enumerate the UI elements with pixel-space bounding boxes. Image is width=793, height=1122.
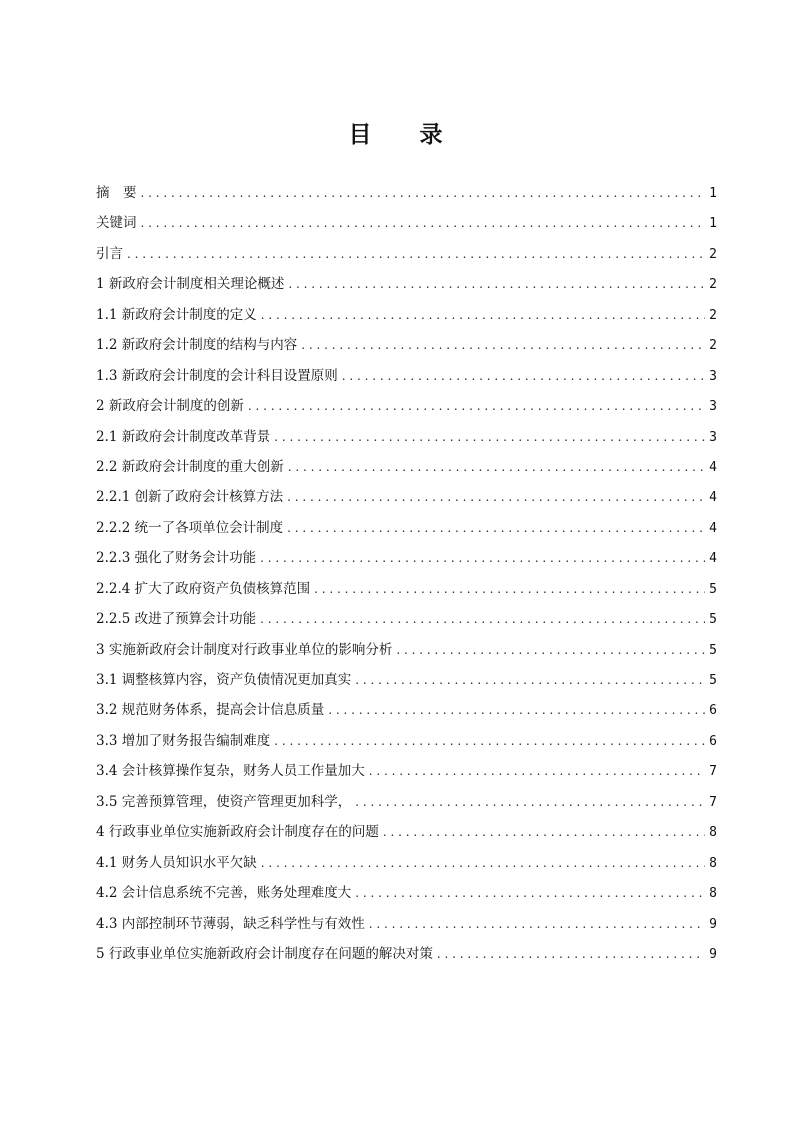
toc-leader-dots bbox=[342, 362, 705, 390]
toc-page-number: 4 bbox=[709, 551, 717, 567]
toc-entry-label: 1.3 新政府会计制度的会计科目设置原则 bbox=[96, 367, 338, 384]
title-char-2: 录 bbox=[419, 121, 445, 148]
toc-leader-dots bbox=[127, 240, 705, 268]
toc-leader-dots bbox=[288, 453, 705, 481]
toc-entry-4-2[interactable] bbox=[96, 879, 717, 909]
toc-page-number: 9 bbox=[709, 946, 717, 962]
toc-page-number: 1 bbox=[709, 216, 717, 232]
toc-entry-label: 2.1 新政府会计制度改革背景 bbox=[96, 428, 271, 445]
toc-leader-dots bbox=[369, 910, 705, 938]
toc-entry-label: 4.2 会计信息系统不完善，账务处理难度大 bbox=[96, 885, 352, 902]
toc-entry-label: 3.3 增加了财务报告编制难度 bbox=[96, 732, 271, 749]
toc-entry-label: 引言 bbox=[96, 245, 123, 262]
toc-page-number: 3 bbox=[709, 368, 717, 384]
title-char-1: 目 bbox=[348, 121, 374, 148]
toc-leader-dots bbox=[141, 209, 706, 237]
toc-entry-keywords[interactable] bbox=[96, 209, 717, 239]
toc-leader-dots bbox=[301, 331, 705, 359]
toc-page-number: 4 bbox=[709, 490, 717, 506]
toc-leader-dots bbox=[248, 392, 705, 420]
toc-leader-dots bbox=[287, 483, 705, 511]
toc-leader-dots bbox=[260, 544, 705, 572]
toc-entry-1-2[interactable] bbox=[96, 331, 717, 361]
toc-page-number: 3 bbox=[709, 399, 717, 415]
toc-leader-dots bbox=[328, 696, 705, 724]
toc-entry-3-2[interactable] bbox=[96, 696, 717, 726]
toc-entry-1-3[interactable] bbox=[96, 362, 717, 392]
toc-page-number: 2 bbox=[709, 246, 717, 262]
toc-page-number: 9 bbox=[709, 916, 717, 932]
toc-page-number: 8 bbox=[709, 825, 717, 841]
toc-entry-label: 2.2.2 统一了各项单位会计制度 bbox=[96, 519, 284, 536]
toc-page-number: 2 bbox=[709, 338, 717, 354]
toc-entry-label: 关键词 bbox=[96, 215, 137, 232]
toc-entry-label: 1 新政府会计制度相关理论概述 bbox=[96, 276, 285, 293]
toc-leader-dots bbox=[274, 423, 705, 451]
toc-entry-1[interactable] bbox=[96, 270, 717, 300]
toc-entry-2-2-2[interactable] bbox=[96, 514, 717, 544]
toc-entry-label: 3.5 完善预算管理，使资产管理更加科学， bbox=[96, 793, 352, 810]
toc-leader-dots bbox=[355, 788, 705, 816]
toc-entry-label: 2.2 新政府会计制度的重大创新 bbox=[96, 458, 284, 475]
toc-entry-4[interactable] bbox=[96, 818, 717, 848]
toc-entry-2-2-3[interactable] bbox=[96, 544, 717, 574]
toc-page-number: 6 bbox=[709, 733, 717, 749]
toc-leader-dots bbox=[288, 270, 705, 298]
toc-page-number: 4 bbox=[709, 520, 717, 536]
toc-entry-introduction[interactable] bbox=[96, 240, 717, 270]
page-title bbox=[0, 120, 793, 150]
toc-entry-3-3[interactable] bbox=[96, 727, 717, 757]
toc-leader-dots bbox=[261, 849, 705, 877]
toc-entry-3-1[interactable] bbox=[96, 666, 717, 696]
toc-entry-label: 3 实施新政府会计制度对行政事业单位的影响分析 bbox=[96, 641, 393, 658]
toc-page-number: 3 bbox=[709, 429, 717, 445]
toc-page-number: 5 bbox=[709, 581, 717, 597]
toc-page-number: 4 bbox=[709, 459, 717, 475]
toc-entry-label: 4 行政事业单位实施新政府会计制度存在的问题 bbox=[96, 824, 379, 841]
toc-entry-2-1[interactable] bbox=[96, 423, 717, 453]
toc-entry-2[interactable] bbox=[96, 392, 717, 422]
toc-leader-dots bbox=[141, 179, 706, 207]
toc-entry-label: 3.4 会计核算操作复杂，财务人员工作量加大 bbox=[96, 763, 365, 780]
toc-entry-label: 2.2.1 创新了政府会计核算方法 bbox=[96, 489, 284, 506]
toc-page-number: 5 bbox=[709, 642, 717, 658]
toc-leader-dots bbox=[274, 727, 705, 755]
toc-page-number: 2 bbox=[709, 277, 717, 293]
toc-page-number: 7 bbox=[709, 794, 717, 810]
toc-entry-2-2[interactable] bbox=[96, 453, 717, 483]
toc-entry-2-2-4[interactable] bbox=[96, 575, 717, 605]
toc-entry-2-2-5[interactable] bbox=[96, 605, 717, 635]
toc-entry-label: 3.2 规范财务体系，提高会计信息质量 bbox=[96, 702, 325, 719]
toc-leader-dots bbox=[314, 575, 705, 603]
toc-entry-3-5[interactable] bbox=[96, 788, 717, 818]
toc-entry-label: 1.1 新政府会计制度的定义 bbox=[96, 306, 257, 323]
toc-page-number: 8 bbox=[709, 855, 717, 871]
toc-entry-3-4[interactable] bbox=[96, 757, 717, 787]
toc-entry-label: 4.3 内部控制环节薄弱，缺乏科学性与有效性 bbox=[96, 915, 365, 932]
toc-page-number: 5 bbox=[709, 612, 717, 628]
toc-entry-label: 摘 要 bbox=[96, 185, 137, 201]
toc-leader-dots bbox=[260, 605, 705, 633]
toc-entry-2-2-1[interactable] bbox=[96, 483, 717, 513]
toc-leader-dots bbox=[287, 514, 705, 542]
toc-leader-dots bbox=[396, 636, 705, 664]
toc-entry-label: 3.1 调整核算内容，资产负债情况更加真实 bbox=[96, 672, 352, 688]
toc-leader-dots bbox=[369, 757, 705, 785]
toc-entry-label: 2.2.3 强化了财务会计功能 bbox=[96, 550, 257, 567]
toc-leader-dots bbox=[355, 879, 705, 907]
toc-entry-label: 4.1 财务人员知识水平欠缺 bbox=[96, 854, 257, 871]
toc-entry-label: 5 行政事业单位实施新政府会计制度存在问题的解决对策 bbox=[96, 945, 433, 962]
toc-page-number: 8 bbox=[709, 886, 717, 902]
toc-leader-dots bbox=[383, 818, 705, 846]
toc-entry-label: 2.2.4 扩大了政府资产负债核算范围 bbox=[96, 580, 311, 597]
toc-page-number: 6 bbox=[709, 703, 717, 719]
toc-entry-1-1[interactable] bbox=[96, 301, 717, 331]
toc-entry-3[interactable] bbox=[96, 636, 717, 666]
toc-entry-label: 2 新政府会计制度的创新 bbox=[96, 398, 244, 415]
toc-entry-label: 1.2 新政府会计制度的结构与内容 bbox=[96, 337, 298, 354]
toc-page-number: 1 bbox=[709, 186, 717, 201]
toc-entry-label: 2.2.5 改进了预算会计功能 bbox=[96, 611, 257, 628]
toc-leader-dots bbox=[261, 301, 705, 329]
toc-entry-4-3[interactable] bbox=[96, 910, 717, 940]
toc-leader-dots bbox=[355, 666, 705, 694]
toc-page-number: 5 bbox=[709, 673, 717, 688]
toc-page-number: 7 bbox=[709, 764, 717, 780]
toc-leader-dots bbox=[437, 940, 705, 968]
toc-entry-5[interactable] bbox=[96, 940, 717, 970]
table-of-contents bbox=[96, 179, 717, 970]
toc-entry-abstract[interactable] bbox=[96, 179, 717, 209]
toc-entry-4-1[interactable] bbox=[96, 849, 717, 879]
toc-page-number: 2 bbox=[709, 307, 717, 323]
